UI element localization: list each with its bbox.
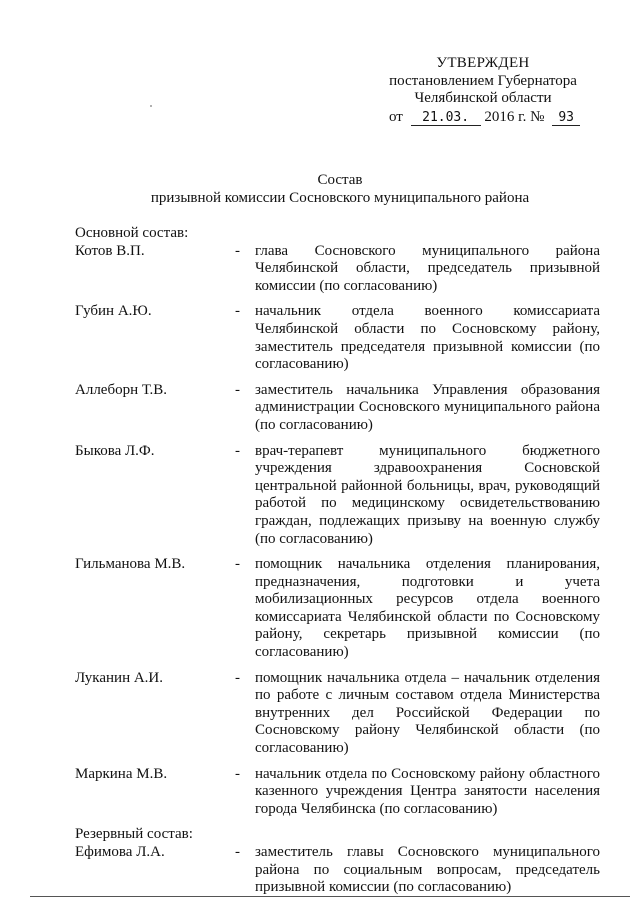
member-dash: - <box>235 303 240 320</box>
approval-year-text: 2016 г. № <box>484 108 545 125</box>
member-row <box>75 844 605 897</box>
commission-members <box>75 225 605 905</box>
member-description: глава Сосновского муниципального района Челябинской области, председатель призывной комиссии (по согласованию) <box>255 242 600 294</box>
member-row <box>75 556 605 662</box>
member-row <box>75 766 605 819</box>
member-dash: - <box>235 242 240 259</box>
approval-date-handwritten: 21.03. <box>411 110 481 126</box>
approval-stamp-block <box>383 55 583 126</box>
member-dash: - <box>235 765 240 782</box>
member-row <box>75 382 605 435</box>
member-name: Губин А.Ю. <box>75 303 152 320</box>
approval-decree-line: постановлением Губернатора <box>389 72 577 89</box>
member-row <box>75 670 605 758</box>
member-description: начальник отдела по Сосновскому району областного казенного учреждения Центра занятости населения города Челябинска (по согласованию) <box>255 765 600 817</box>
member-name: Маркина М.В. <box>75 765 168 782</box>
heading-line-1: Состав <box>317 172 363 188</box>
document-heading <box>80 172 600 207</box>
scan-speck <box>150 105 152 107</box>
approval-number-handwritten: 93 <box>552 110 580 126</box>
member-description: врач-терапевт муниципального бюджетного учреждения здравоохранения Сосновской центральной районной больницы, врач, руководящий работой по медицинскому освидетельствованию граждан, подлежащих призыву на военную службу (по согласованию) <box>255 442 600 547</box>
member-dash: - <box>235 669 240 686</box>
member-row <box>75 243 605 296</box>
member-name: Аллеборн Т.В. <box>75 381 168 398</box>
member-name: Котов В.П. <box>75 242 145 259</box>
main-section-title: Основной состав: <box>75 225 189 241</box>
member-dash: - <box>235 844 240 860</box>
member-name: Луканин А.И. <box>75 669 164 686</box>
member-dash: - <box>235 442 240 459</box>
member-description: помощник начальника отделения планирования, предназначения, подготовки и учета мобилизационных ресурсов отдела военного комиссариата Челябинской области по Сосновскому району, секретарь призывной комиссии (по согласованию) <box>255 556 600 661</box>
approved-title: УТВЕРЖДЕН <box>436 55 530 71</box>
member-name: Быкова Л.Ф. <box>75 442 155 459</box>
member-name: Ефимова Л.А. <box>75 844 165 860</box>
approval-region-line: Челябинской области <box>414 90 552 107</box>
member-row <box>75 443 605 549</box>
member-description: заместитель начальника Управления образования администрации Сосновского муниципального района (по согласованию) <box>255 381 600 433</box>
approval-from-label: от <box>389 108 403 125</box>
member-row <box>75 303 605 373</box>
member-dash: - <box>235 381 240 398</box>
member-name: Гильманова М.В. <box>75 556 186 573</box>
member-description: заместитель главы Сосновского муниципального района по социальным вопросам, председатель призывной комиссии (по согласованию) <box>255 844 600 896</box>
member-description: помощник начальника отдела – начальник отделения по работе с личным составом отдела Министерства внутренних дел Российской Федерации по Сосновскому району Челябинской области (по согласованию) <box>255 669 600 757</box>
heading-line-2: призывной комиссии Сосновского муниципального района <box>150 189 530 206</box>
approval-date-row <box>383 109 583 127</box>
member-description: начальник отдела военного комиссариата Челябинской области по Сосновскому району, заместитель председателя призывной комиссии (по согласованию) <box>255 303 600 373</box>
reserve-section-title: Резервный состав: <box>75 826 193 843</box>
page-bottom-rule <box>30 896 630 897</box>
member-dash: - <box>235 556 240 573</box>
